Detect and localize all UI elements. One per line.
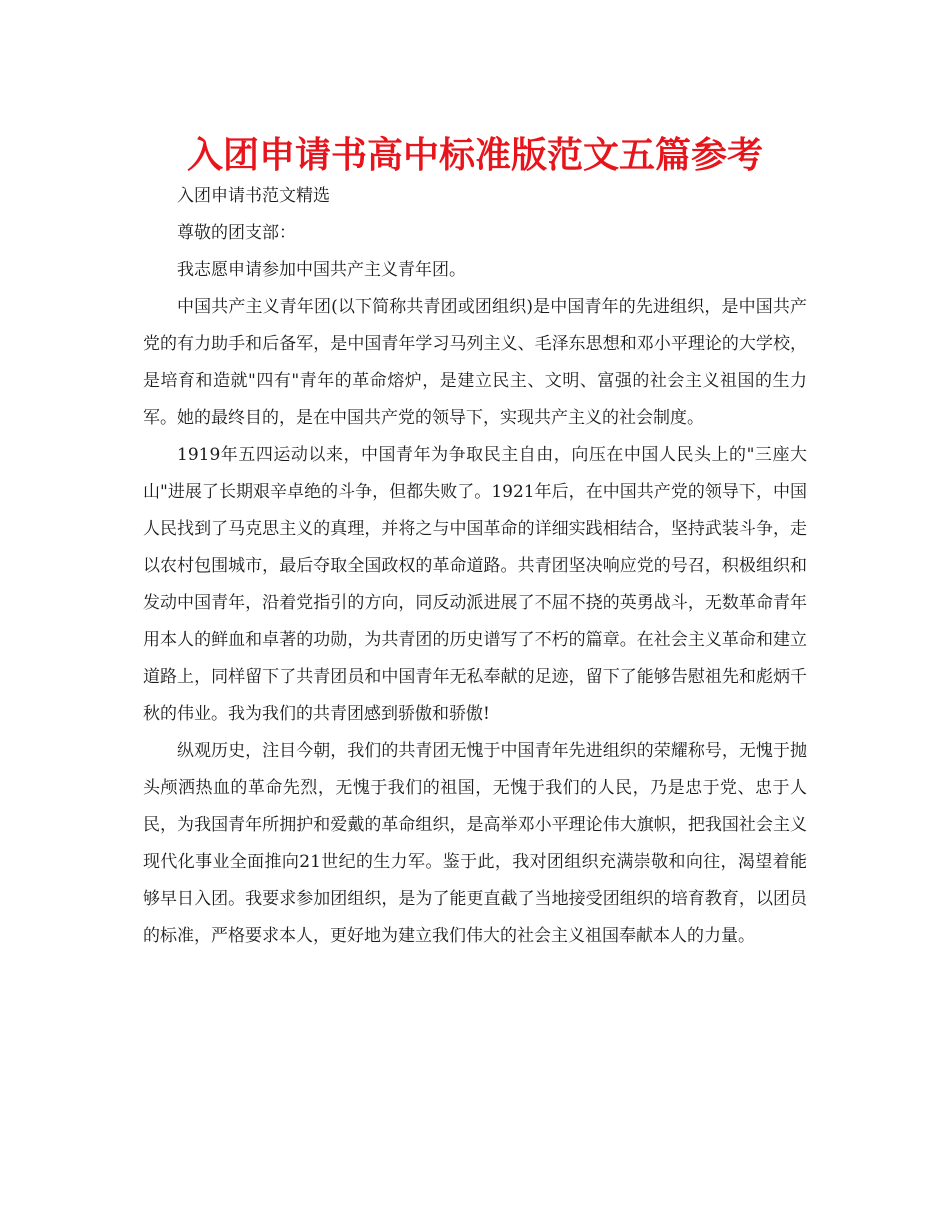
salutation: 尊敬的团支部： bbox=[177, 223, 296, 243]
document-title: 入团申请书高中标准版范文五篇参考 bbox=[186, 135, 763, 176]
paragraph-1: 我志愿申请参加中国共产主义青年团。 bbox=[177, 260, 466, 280]
paragraph-2: 中国共产主义青年团(以下简称共青团或团组织)是中国青年的先进组织，是中国共产党的有力助手和后备军，是中国青年学习马列主义、毛泽东思想和邓小平理论的大学校，是培育和造就"四有"青年的革命熔炉，是建立民主、文明、富强的社会主义祖国的生力军。她的最终目的，是在中国共产党的领导下，实现共产主义的社会制度。 bbox=[143, 297, 807, 428]
subtitle: 入团申请书范文精选 bbox=[177, 186, 330, 206]
paragraph-4: 纵观历史，注目今朝，我们的共青团无愧于中国青年先进组织的荣耀称号，无愧于抛头颅洒热血的革命先烈，无愧于我们的祖国，无愧于我们的人民，乃是忠于党、忠于人民，为我国青年所拥护和爱戴的革命组织，是高举邓小平理论伟大旗帜，把我国社会主义现代化事业全面推向21世纪的生力军。鉴于此，我对团组织充满崇敬和向往，渴望着能够早日入团。我要求参加团组织，是为了能更直截了当地接受团组织的培育教育，以团员的标准，严格要求本人，更好地为建立我们伟大的社会主义祖国奉献本人的力量。 bbox=[143, 741, 807, 946]
paragraph-3: 1919年五四运动以来，中国青年为争取民主自由，向压在中国人民头上的"三座大山"进展了长期艰辛卓绝的斗争，但都失败了。1921年后，在中国共产党的领导下，中国人民找到了马克思主义的真理，并将之与中国革命的详细实践相结合，坚持武装斗争，走以农村包围城市，最后夺取全国政权的革命道路。共青团坚决响应党的号召，积极组织和发动中国青年，沿着党指引的方向，同反动派进展了不屈不挠的英勇战斗，无数革命青年用本人的鲜血和卓著的功勋，为共青团的历史谱写了不朽的篇章。在社会主义革命和建立道路上，同样留下了共青团员和中国青年无私奉献的足迹，留下了能够告慰祖先和彪炳千秋的伟业。我为我们的共青团感到骄傲和骄傲! bbox=[143, 445, 807, 724]
document-body bbox=[143, 178, 807, 955]
